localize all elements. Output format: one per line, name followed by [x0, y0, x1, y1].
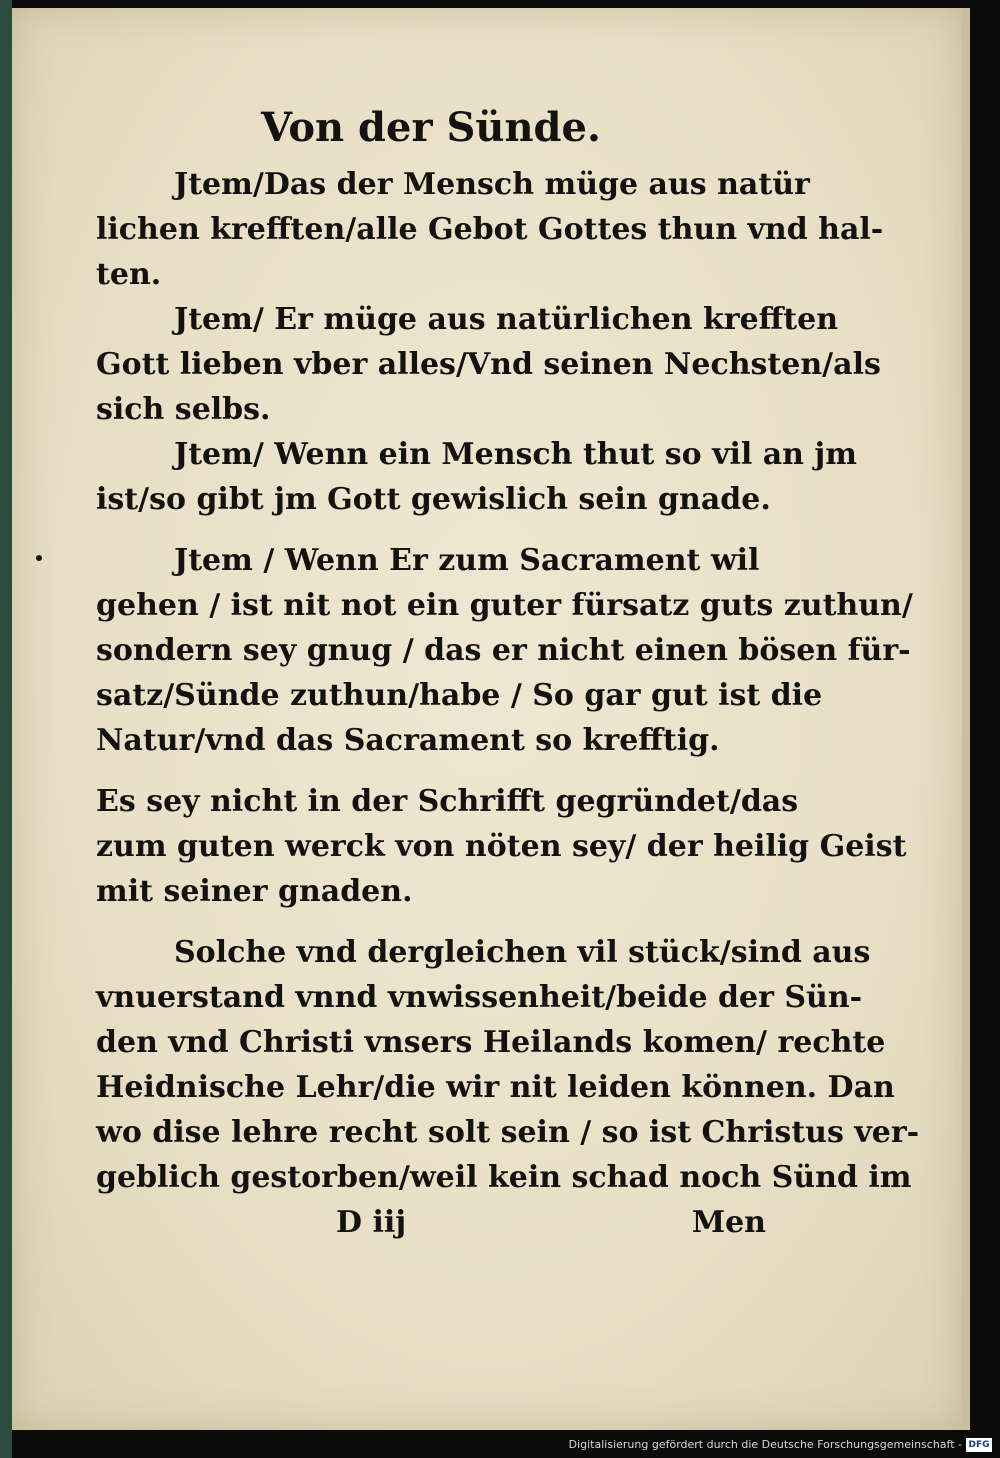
page-edge — [962, 8, 970, 1430]
text-line: vnuerstand vnnd vnwissenheit/beide der Sün- — [96, 980, 863, 1015]
text-line: Gott lieben vber alles/Vnd seinen Nechsten/als — [96, 347, 881, 382]
text-line: Jtem/Das der Mensch müge aus natür — [174, 167, 810, 202]
text-line: den vnd Christi vnsers Heilands komen/ rechte — [96, 1025, 886, 1060]
text-line: ten. — [96, 257, 162, 292]
margin-mark — [36, 555, 42, 561]
catchword: Men — [691, 1205, 766, 1240]
signature-mark: D iij — [336, 1205, 407, 1240]
page-text — [96, 100, 920, 1245]
binding-strip — [0, 0, 12, 1458]
text-line: satz/Sünde zuthun/habe / So gar gut ist die — [96, 678, 823, 713]
text-line: lichen krefften/alle Gebot Gottes thun vnd hal- — [96, 212, 884, 247]
text-line: zum guten werck von nöten sey/ der heilig Geist — [96, 829, 907, 864]
page-heading: Von der Sünde. — [261, 104, 601, 151]
paragraph-4 — [96, 538, 913, 763]
text-line: Jtem/ Er müge aus natürlichen krefften — [174, 302, 839, 337]
text-line: Heidnische Lehr/die wir nit leiden können. Dan — [96, 1070, 895, 1105]
paragraph-1 — [96, 162, 884, 297]
dfg-logo-icon: DFG — [966, 1438, 992, 1452]
text-line: Solche vnd dergleichen vil stück/sind aus — [174, 935, 871, 970]
paragraph-2 — [96, 297, 881, 432]
text-line: sich selbs. — [96, 392, 271, 427]
paragraph-3 — [96, 432, 858, 522]
text-line: Natur/vnd das Sacrament so krefftig. — [96, 723, 720, 758]
digitization-credit: Digitalisierung gefördert durch die Deutsche Forschungsgemeinschaft - — [568, 1438, 962, 1451]
text-line: Es sey nicht in der Schrifft gegründet/das — [96, 784, 799, 819]
text-line: Jtem / Wenn Er zum Sacrament wil — [174, 543, 760, 578]
text-line: Jtem/ Wenn ein Mensch thut so vil an jm — [174, 437, 858, 472]
page-footer — [96, 1200, 766, 1245]
text-line: geblich gestorben/weil kein schad noch Sünd im — [96, 1160, 912, 1195]
text-line: wo dise lehre recht solt sein / so ist Christus ver- — [96, 1115, 920, 1150]
paragraph-5 — [96, 779, 907, 914]
text-line: sondern sey gnug / das er nicht einen bösen für- — [96, 633, 911, 668]
text-line: gehen / ist nit not ein guter fürsatz guts zuthun/ — [96, 588, 913, 623]
text-line: mit seiner gnaden. — [96, 874, 413, 909]
paragraph-6 — [96, 930, 920, 1200]
text-line: ist/so gibt jm Gott gewislich sein gnade. — [96, 482, 771, 517]
